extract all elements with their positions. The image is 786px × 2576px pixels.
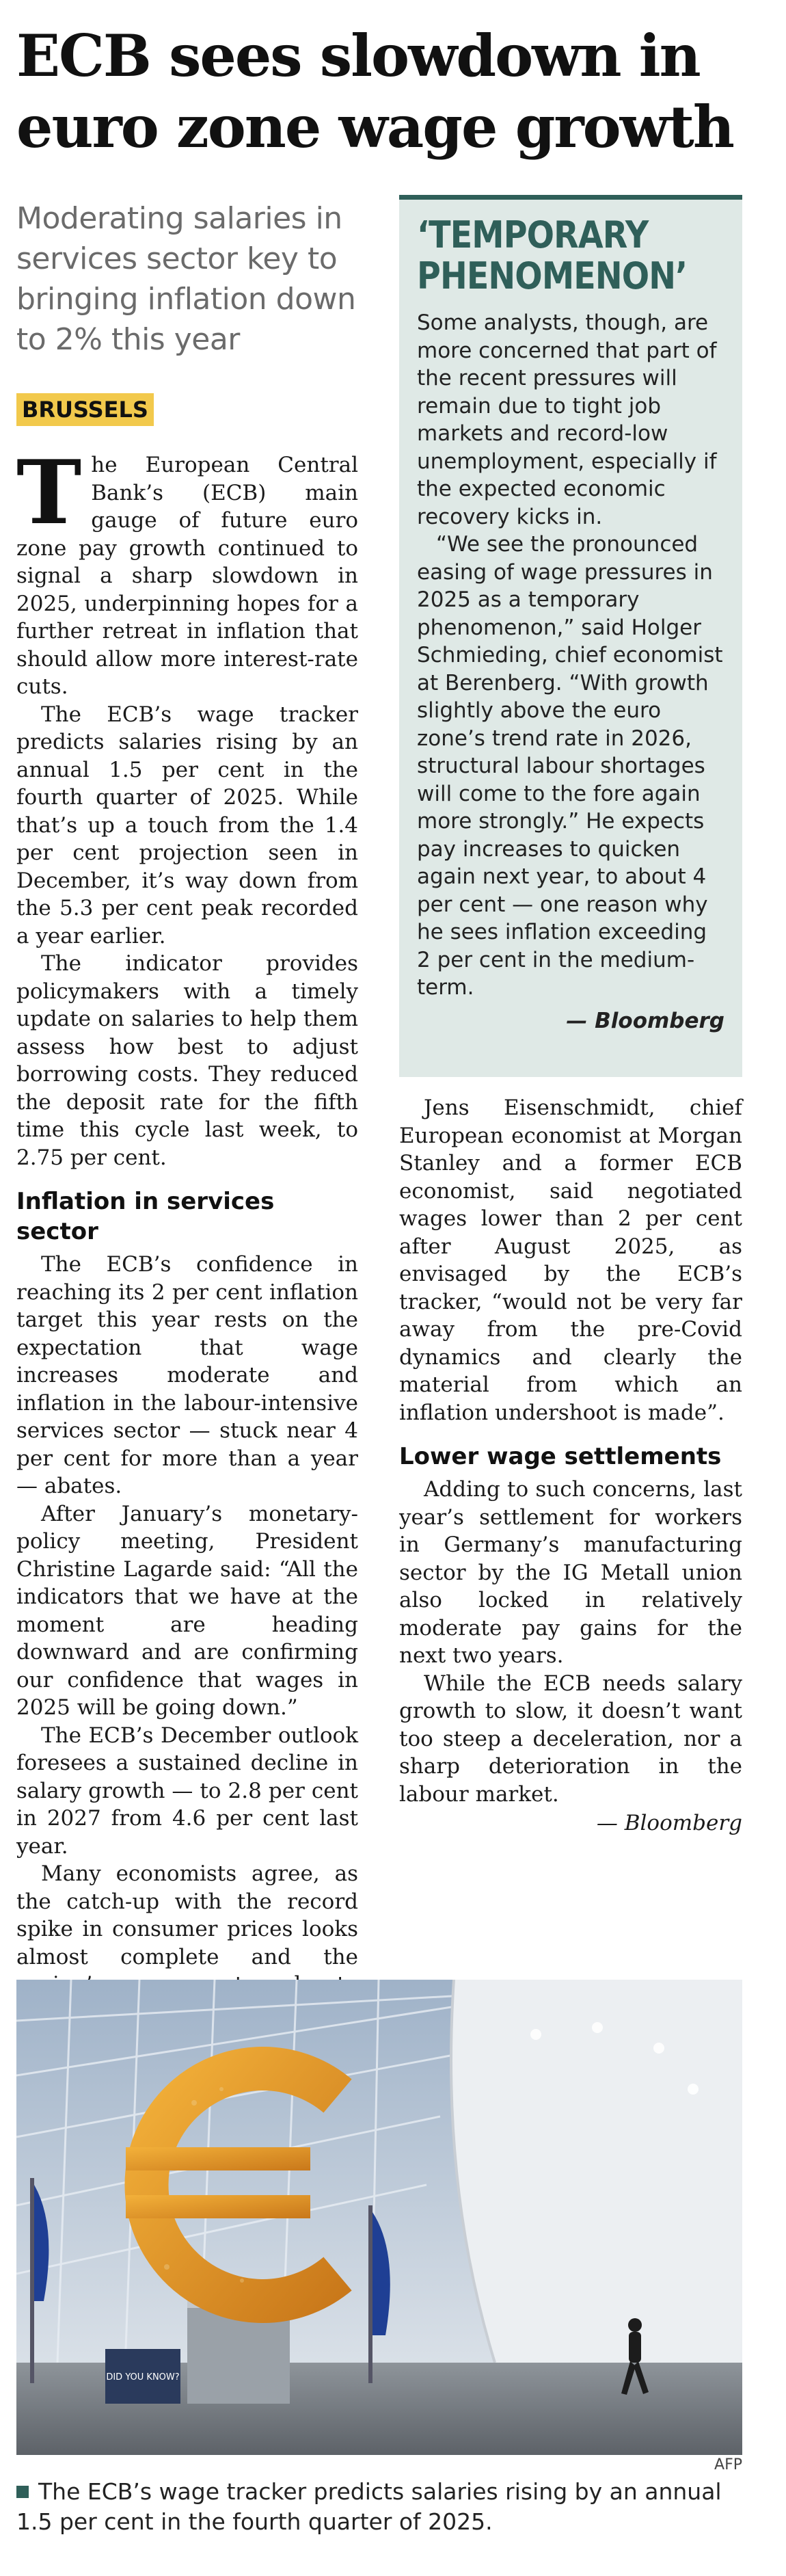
article-column-left [16, 442, 358, 2054]
photo-ecb-euro-sculpture [16, 1980, 742, 2455]
headline: ECB sees slowdown in euro zone wage growth [16, 22, 733, 161]
photo-sign-text: DID YOU KNOW? [106, 2372, 180, 2382]
article-paragraph: The ECB’s confidence in reaching its 2 per cent inflation target this year rests on the expectation that wage increases moderate and inflation in the labour-intensive services sector — stuck near 4 per cent for more than a year — abates. [16, 1252, 358, 1498]
sidebar-paragraph: “We see the pronounced easing of wage pressures in 2025 as a temporary phenomenon,” said Holger Schmieding, chief economist at Berenberg. “With growth slightly above the euro zone’s trend rate in 2026, structural labour shortages will come to the fore again more strongly.” He expects pay increases to quicken again next year, to about 4 per cent — one reason why he sees inflation exceeding 2 per cent in the medium-term. [417, 532, 723, 1000]
sidebar-credit: — Bloomberg [566, 1008, 724, 1033]
article-paragraph: Adding to such concerns, last year’s settlement for workers in Germany’s manufacturing sector by the IG Metall union also locked in relatively moderate pay gains for the next two years. [399, 1477, 742, 1668]
article-paragraph: The ECB’s wage tracker predicts salaries rising by an annual 1.5 per cent in the fourth quarter of 2025. While that’s up a touch from the 1.4 per cent projection seen in December, it’s way down from the 5.3 per cent peak recorded a year earlier. [16, 702, 358, 948]
sidebar-body [417, 309, 724, 1035]
article-paragraph: Many economists agree, as the catch-up with the record spike in consumer prices looks almost complete and the [16, 1861, 358, 1969]
dateline: BRUSSELS [16, 393, 154, 426]
photo-caption: The ECB’s wage tracker predicts salaries rising by an annual 1.5 per cent in the fourth quarter of 2025. [16, 2478, 722, 2535]
article-column-right [399, 1094, 742, 1837]
article-paragraph: After January’s monetary-policy meeting, President Christine Lagarde said: “All the indicators that we have at the moment are heading downward and are confirming our confidence that wages in 2025 will be going down.” [16, 1501, 358, 1720]
subhead-inflation-services: Inflation in services sector [16, 1188, 275, 1245]
article-credit: — Bloomberg [596, 1811, 742, 1835]
subhead-lower-wage: Lower wage settlements [399, 1443, 722, 1470]
article-paragraph: The indicator provides policymakers with a timely update on salaries to help them assess how best to adjust borrowing costs. They reduced the deposit rate for the fifth time this cycle last week, to 2.75 per cent. [16, 951, 358, 1170]
sidebar-paragraph: Some analysts, though, are more concerned that part of the recent pressures will remain due to tight job markets and record-low unemployment, especially if the expected economic recovery kicks in. [417, 310, 717, 529]
article-paragraph: While the ECB needs salary growth to slow, it doesn’t want too steep a deceleration, nor a sharp deterioration in the labour market. [399, 1671, 742, 1807]
deck-subheadline: Moderating salaries in services sector key to bringing inflation down to 2% this year [16, 201, 356, 357]
article-paragraph: The ECB’s December outlook foresees a sustained decline in salary growth — to 2.8 per cent in 2027 from 4.6 per cent last year. [16, 1723, 358, 1859]
article-paragraph: The European Central Bank’s (ECB) main gauge of future euro zone pay growth continued to signal a sharp slowdown in 2025, underpinning hopes for a further retreat in inflation that should allow more interest-rate cuts. [16, 442, 358, 699]
article-paragraph: Jens Eisenschmidt, chief European economist at Morgan Stanley and a former ECB economist, said negotiated wages lower than 2 per cent after August 2025, as envisaged by the ECB’s tracker, “would not be very far away from the pre-Covid dynamics and clearly the material from which an inflation undershoot is made”. [399, 1096, 742, 1425]
sidebar-title: ‘TEMPORARY PHENOMENON’ [417, 213, 688, 297]
drop-cap: T [16, 442, 82, 544]
photo-credit: AFP [714, 2456, 742, 2473]
caption-bullet-icon [16, 2486, 29, 2498]
sidebar-box [399, 195, 742, 1077]
